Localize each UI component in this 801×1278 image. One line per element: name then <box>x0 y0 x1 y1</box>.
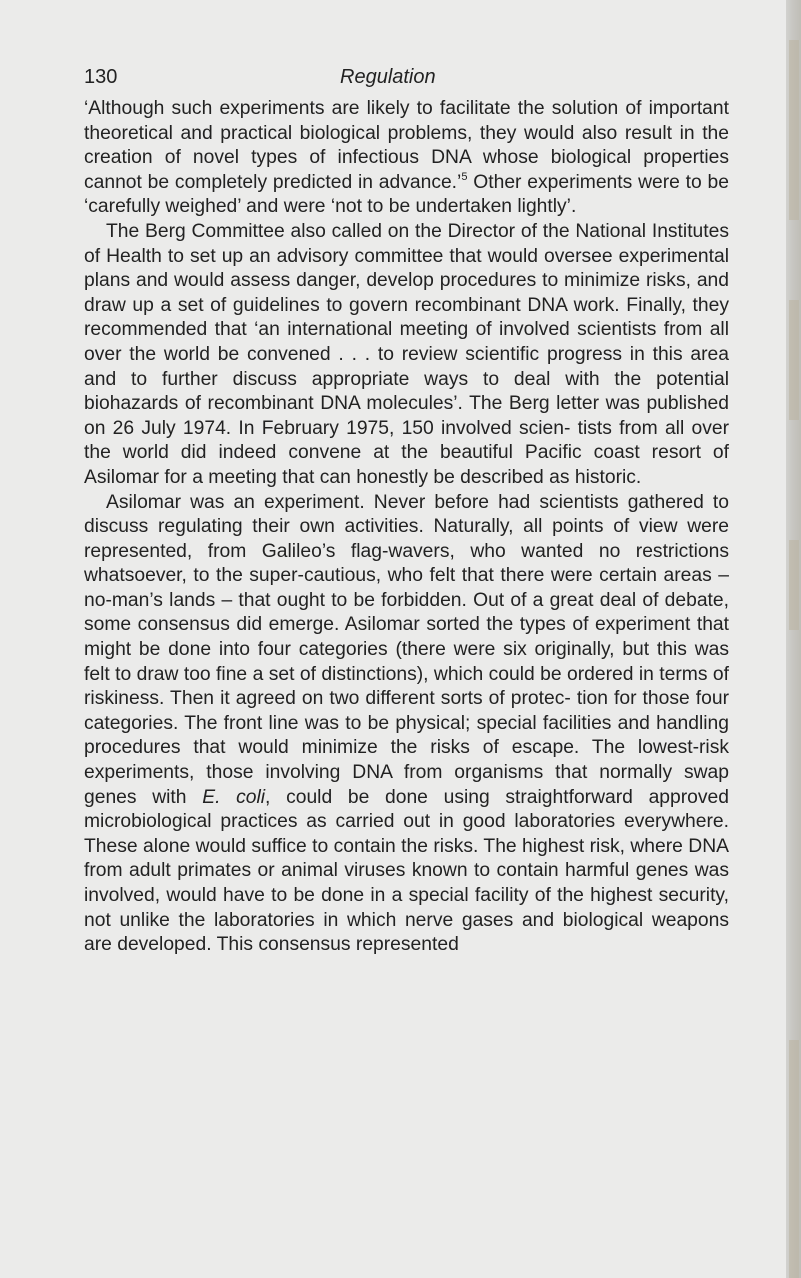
italic-organism-name: E. coli <box>202 786 266 808</box>
paragraph-2: The Berg Committee also called on the Director of the National Institutes of Health to set up an advisory committee that would oversee experimental plans and would assess danger, develop procedures to minimize risks, and draw up a set of guidelines to govern recombinant DNA work. Finally, they recommended that ‘an international meeting of involved scientists from all over the world be convened . . . to review scientific progress in this area and to further discuss appropriate ways to deal with the potential biohazards of recombinant DNA molecules’. The Berg letter was published on 26 July 1974. In February 1975, 150 involved scien- tists from all over the world did indeed convene at the beautiful Pacific coast resort of Asilomar for a meeting that can honestly be described as historic. <box>84 220 729 488</box>
paragraph-3: Asilomar was an experiment. Never before had scientists gathered to discuss regulating their own activities. Naturally, all points of view were represented, from Galileo’s flag-wavers, who wanted no restrictions whatsoever, to the super-cautious, who felt that there were certain areas – no-man’s lands – that ought to be forbidden. Out of a great deal of debate, some consensus did emerge. Asilomar sorted the types of experiment that might be done into four categories (there were six originally, but this was felt to draw too fine a set of distinctions), which could be ordered in terms of riskiness. Then it agreed on two different sorts of protec- tion for those four categories. The front line was to be physical; special facilities and handling procedures that would minimize the risks of escape. The lowest-risk experiments, those involving DNA from organisms that normally swap genes with E. coli, could be done using straightforward approved microbiological practices as carried out in good laboratories everywhere. These alone would suffice to contain the risks. The highest risk, where DNA from adult primates or animal viruses known to contain harmful genes was involved, would have to be done in a special facility of the highest security, not unlike the laboratories in which nerve gases and biological weapons are developed. This consensus represented <box>84 491 729 956</box>
edge-shading <box>789 1040 799 1278</box>
page-edge <box>786 0 801 1278</box>
body-text <box>84 97 729 958</box>
footnote-marker: 5 <box>461 170 468 183</box>
edge-shading <box>789 40 799 220</box>
running-head: Regulation <box>340 66 436 88</box>
edge-shading <box>789 540 799 630</box>
edge-shading <box>789 300 799 420</box>
page-header <box>84 66 724 92</box>
page-number: 130 <box>84 66 118 88</box>
paragraph-1: ‘Although such experiments are likely to facilitate the solution of important theoretical and practical biological problems, they would also result in the creation of novel types of infectious DNA whose biological properties cannot be completely predicted in advance.’$^5$ Other experiments were to be ‘carefully weighed’ and were ‘not to be undertaken lightly’. <box>84 98 729 218</box>
